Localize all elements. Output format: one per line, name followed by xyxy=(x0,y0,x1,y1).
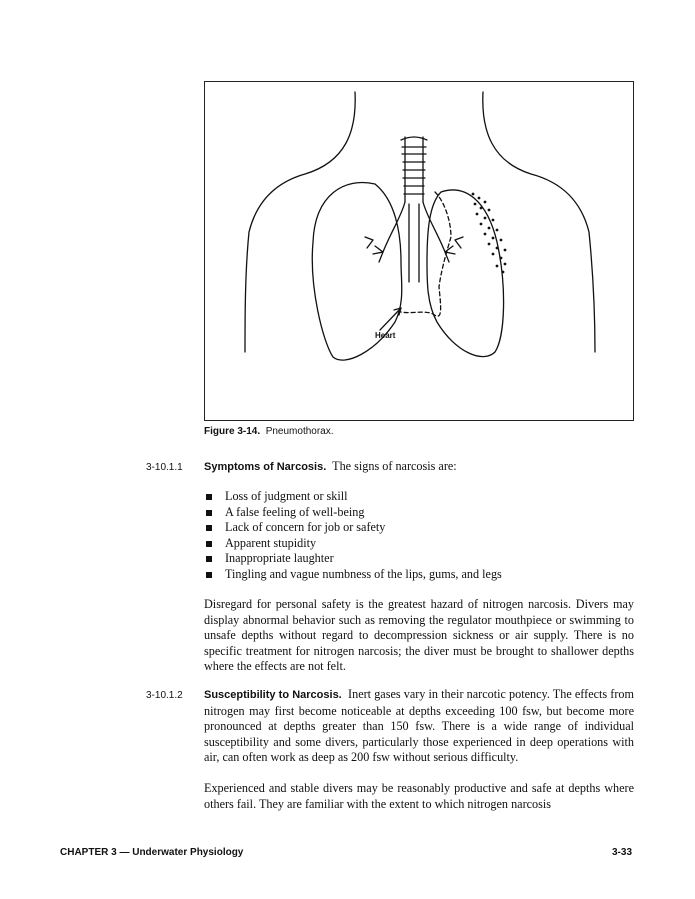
list-item: Loss of judgment or skill xyxy=(204,489,502,505)
list-item: Apparent stupidity xyxy=(204,536,502,552)
heart-pointer xyxy=(380,308,401,330)
bronchi xyxy=(383,202,445,282)
figure-caption-text: Pneumothorax. xyxy=(265,426,334,437)
list-item: Inappropriate laughter xyxy=(204,551,502,567)
list-item: Lack of concern for job or safety xyxy=(204,520,502,536)
section-number-3-10-1-2: 3-10.1.2 xyxy=(146,690,183,701)
section-intro-text: The signs of narcosis are: xyxy=(332,459,457,473)
section-number-3-10-1-1: 3-10.1.1 xyxy=(146,462,183,473)
pneumothorax-illustration xyxy=(205,82,635,422)
body-outline-right xyxy=(483,92,595,352)
paragraph-personal-safety: Disregard for personal safety is the greatest hazard of nitrogen narcosis. Divers may display abnormal behavior such as removing the regulator mouthpiece or swimming to unsafe depths without regard to decompression sickness or air supply. There is no specific treatment for nitrogen narcosis; the diver must be brought to shallower depths where the effects are not felt. xyxy=(204,597,634,673)
paragraph-susceptibility: Inert gases vary in their narcotic potency. The effects from nitrogen may first become noticeable at depths exceeding 100 fsw, but become more pronounced at depths greater than 150 fsw. There is a wide range of individual susceptibility and some divers, particularly those experienced in deep operations with air, can often work as deep as 200 fsw without serious difficulty. xyxy=(204,687,634,764)
body-outline-left xyxy=(245,92,355,352)
paragraph-experienced-divers: Experienced and stable divers may be reasonably productive and safe at depths where others fail. They are familiar with the extent to which nitrogen narcosis xyxy=(204,781,634,811)
heart-label: Heart xyxy=(375,331,396,340)
section-heading-symptoms: Symptoms of Narcosis. xyxy=(204,461,327,473)
section-3-10-1-1-intro xyxy=(204,459,634,476)
footer-chapter-title: CHAPTER 3 — Underwater Physiology xyxy=(60,847,244,858)
figure-caption xyxy=(204,426,334,437)
right-lung xyxy=(427,190,504,357)
symptom-list xyxy=(204,489,502,583)
list-item: A false feeling of well-being xyxy=(204,505,502,521)
footer-page-number: 3-33 xyxy=(612,847,633,858)
section-heading-susceptibility: Susceptibility to Narcosis. xyxy=(204,689,342,701)
figure-caption-number: Figure 3-14. xyxy=(204,426,261,437)
section-3-10-1-2-text xyxy=(204,687,634,766)
list-item: Tingling and vague numbness of the lips, gums, and legs xyxy=(204,567,502,583)
figure-pneumothorax xyxy=(204,81,634,421)
